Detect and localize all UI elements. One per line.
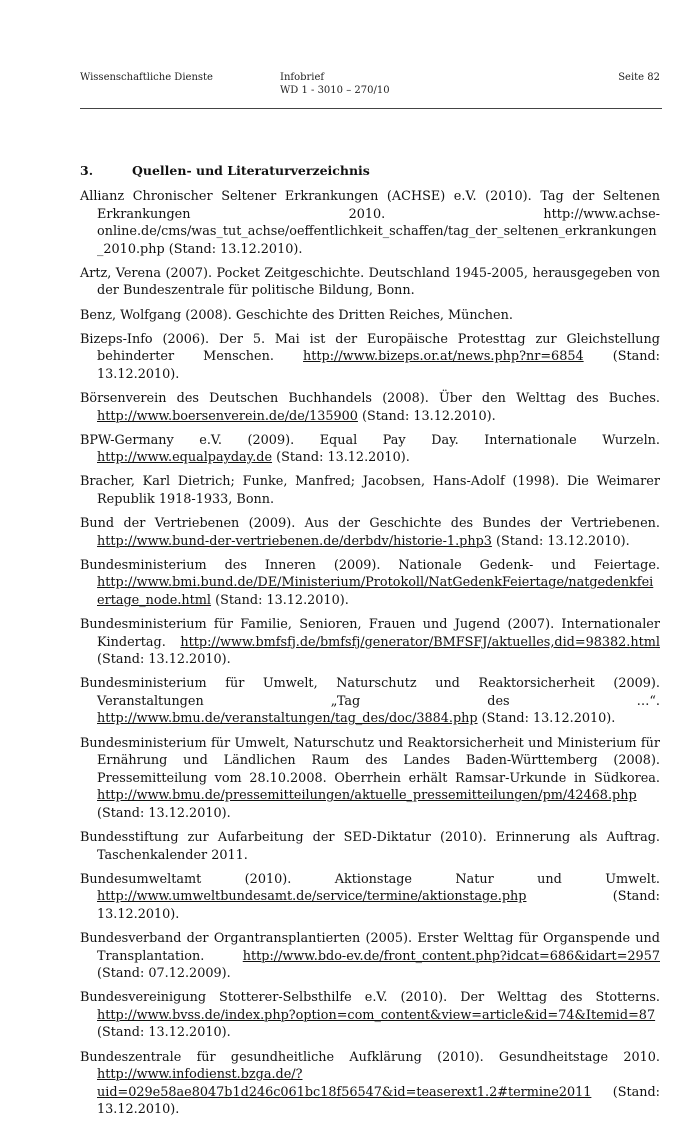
reference-text: Bundesministerium für Umwelt, Naturschutz und Reaktorsicherheit (2009). Veranstaltungen „Tag des …“. xyxy=(80,676,660,709)
reference-entry xyxy=(80,735,660,823)
reference-access-date: (Stand: 13.12.2010). xyxy=(272,450,410,466)
section-heading xyxy=(80,163,370,178)
reference-entry xyxy=(80,432,660,467)
reference-link[interactable]: http://www.bmu.de/veranstaltungen/tag_des/doc/3884.php xyxy=(97,711,478,727)
reference-list xyxy=(80,188,660,1125)
reference-entry xyxy=(80,616,660,669)
reference-access-date: (Stand: 13.12.2010). xyxy=(97,1084,660,1118)
reference-entry xyxy=(80,265,660,300)
section-number: 3. xyxy=(80,163,94,178)
reference-entry xyxy=(80,829,660,864)
reference-entry xyxy=(80,390,660,425)
reference-text: Börsenverein des Deutschen Buchhandels (2008). Über den Welttag des Buches. xyxy=(80,390,660,406)
reference-text: Bundesstiftung zur Aufarbeitung der SED-Diktatur (2010). Erinnerung als Auftrag. Taschenkalender 2011. xyxy=(80,830,660,863)
reference-access-date: (Stand: 13.12.2010). xyxy=(491,533,630,549)
reference-text: Bundesumweltamt (2010). Aktionstage Natur und Umwelt. xyxy=(80,871,660,887)
reference-entry xyxy=(80,1049,660,1119)
header-doc-type: Infobrief xyxy=(280,72,325,83)
reference-link[interactable]: http://www.equalpayday.de xyxy=(97,450,273,466)
reference-text: Benz, Wolfgang (2008). Geschichte des Dritten Reiches, München. xyxy=(80,307,513,323)
reference-text: Bracher, Karl Dietrich; Funke, Manfred; Jacobsen, Hans-Adolf (1998). Die Weimarer Republik 1918-1933, Bonn. xyxy=(80,474,660,507)
reference-access-date: (Stand: 13.12.2010). xyxy=(97,805,231,821)
reference-text: Bundesministerium für Familie, Senioren, Frauen und Jugend (2007). Internationaler Kindertag. xyxy=(80,616,660,650)
header-page-number: Seite 82 xyxy=(618,72,660,83)
reference-entry xyxy=(80,871,660,924)
reference-text: Bund der Vertriebenen (2009). Aus der Geschichte des Bundes der Vertriebenen. xyxy=(80,516,660,531)
reference-access-date: (Stand: 13.12.2010). xyxy=(97,349,660,382)
reference-link[interactable]: http://www.bizeps.or.at/news.php?nr=6854 xyxy=(303,349,584,365)
reference-text: Allianz Chronischer Seltener Erkrankungen (ACHSE) e.V. (2010). Tag der Seltenen Erkrankungen 2010. xyxy=(80,189,660,222)
reference-entry xyxy=(80,930,660,983)
reference-text: Bundesvereinigung Stotterer-Selbsthilfe e.V. (2010). Der Welttag des Stotterns. xyxy=(80,990,660,1006)
header-divider xyxy=(80,108,662,109)
reference-entry xyxy=(80,557,660,610)
reference-text: Artz, Verena (2007). Pocket Zeitgeschichte. Deutschland 1945-2005, herausgegeben von der Bundeszentrale für politische Bildung, Bonn. xyxy=(80,265,660,299)
reference-access-date: (Stand: 13.12.2010). xyxy=(97,889,660,922)
reference-link[interactable]: http://www.bund-der-vertriebenen.de/derbdv/historie-1.php3 xyxy=(97,533,492,549)
page-header xyxy=(80,71,660,109)
reference-entry xyxy=(80,675,660,728)
reference-access-date: (Stand: 13.12.2010). xyxy=(357,408,496,424)
reference-entry xyxy=(80,989,660,1042)
reference-access-date: (Stand: 07.12.2009). xyxy=(97,966,231,982)
reference-link[interactable]: http://www.achse-online.de/cms/was_tut_achse/oeffentlichkeit_schaffen/tag_der_seltenen_erkrankungen_2010.php xyxy=(97,206,660,257)
reference-access-date: (Stand: 13.12.2010). xyxy=(164,241,303,257)
reference-entry xyxy=(80,188,660,258)
reference-link[interactable]: http://www.umweltbundesamt.de/service/termine/aktionstage.php xyxy=(97,889,527,905)
reference-text: Bundesministerium des Inneren (2009). Nationale Gedenk- und Feiertage. xyxy=(80,557,660,573)
reference-access-date: (Stand: 13.12.2010). xyxy=(211,592,349,608)
reference-access-date: (Stand: 13.12.2010). xyxy=(97,652,231,668)
reference-text: Bundeszentrale für gesundheitliche Aufklärung (2010). Gesundheitstage 2010. xyxy=(80,1049,660,1065)
reference-access-date: (Stand: 13.12.2010). xyxy=(477,711,616,727)
header-institution: Wissenschaftliche Dienste xyxy=(80,72,213,83)
reference-entry xyxy=(80,307,660,325)
reference-entry xyxy=(80,515,660,550)
header-document-info xyxy=(280,71,390,97)
section-title: Quellen- und Literaturverzeichnis xyxy=(132,163,370,178)
reference-entry xyxy=(80,473,660,508)
reference-text: BPW-Germany e.V. (2009). Equal Pay Day. Internationale Wurzeln. xyxy=(80,432,660,448)
reference-text: Bizeps-Info (2006). Der 5. Mai ist der Europäische Protesttag zur Gleichstellung behinderter Menschen. xyxy=(80,331,660,365)
reference-text: Bundesministerium für Umwelt, Naturschutz und Reaktorsicherheit und Ministerium für Ernährung und Ländlichen Raum des Landes Baden-Württemberg (2008). Pressemitteilung vom 28.10.2008. Oberrhein erhält Ramsar-Urkunde in Südkorea. xyxy=(80,735,660,786)
reference-link[interactable]: http://www.bmi.bund.de/DE/Ministerium/Protokoll/NatGedenkFeiertage/natgedenkfeiertage_node.html xyxy=(97,575,654,608)
reference-access-date: (Stand: 13.12.2010). xyxy=(97,1025,231,1041)
reference-text: Bundesverband der Organtransplantierten (2005). Erster Welttag für Organspende und Transplantation. xyxy=(80,930,660,964)
reference-link[interactable]: http://www.bmu.de/pressemitteilungen/aktuelle_pressemitteilungen/pm/42468.php xyxy=(97,788,637,804)
reference-link[interactable]: http://www.boersenverein.de/de/135900 xyxy=(97,408,358,424)
reference-link[interactable]: http://www.infodienst.bzga.de/?uid=029e58ae8047b1d246c061bc18f56547&id=teaserext1.2#termine2011 xyxy=(97,1067,592,1100)
reference-link[interactable]: http://www.bmfsfj.de/bmfsfj/generator/BMFSFJ/aktuelles,did=98382.html xyxy=(180,634,660,650)
reference-entry xyxy=(80,331,660,384)
reference-link[interactable]: http://www.bvss.de/index.php?option=com_content&view=article&id=74&Itemid=87 xyxy=(97,1007,656,1023)
reference-link[interactable]: http://www.bdo-ev.de/front_content.php?idcat=686&idart=2957 xyxy=(242,948,660,964)
header-doc-number: WD 1 - 3010 – 270/10 xyxy=(280,85,390,96)
